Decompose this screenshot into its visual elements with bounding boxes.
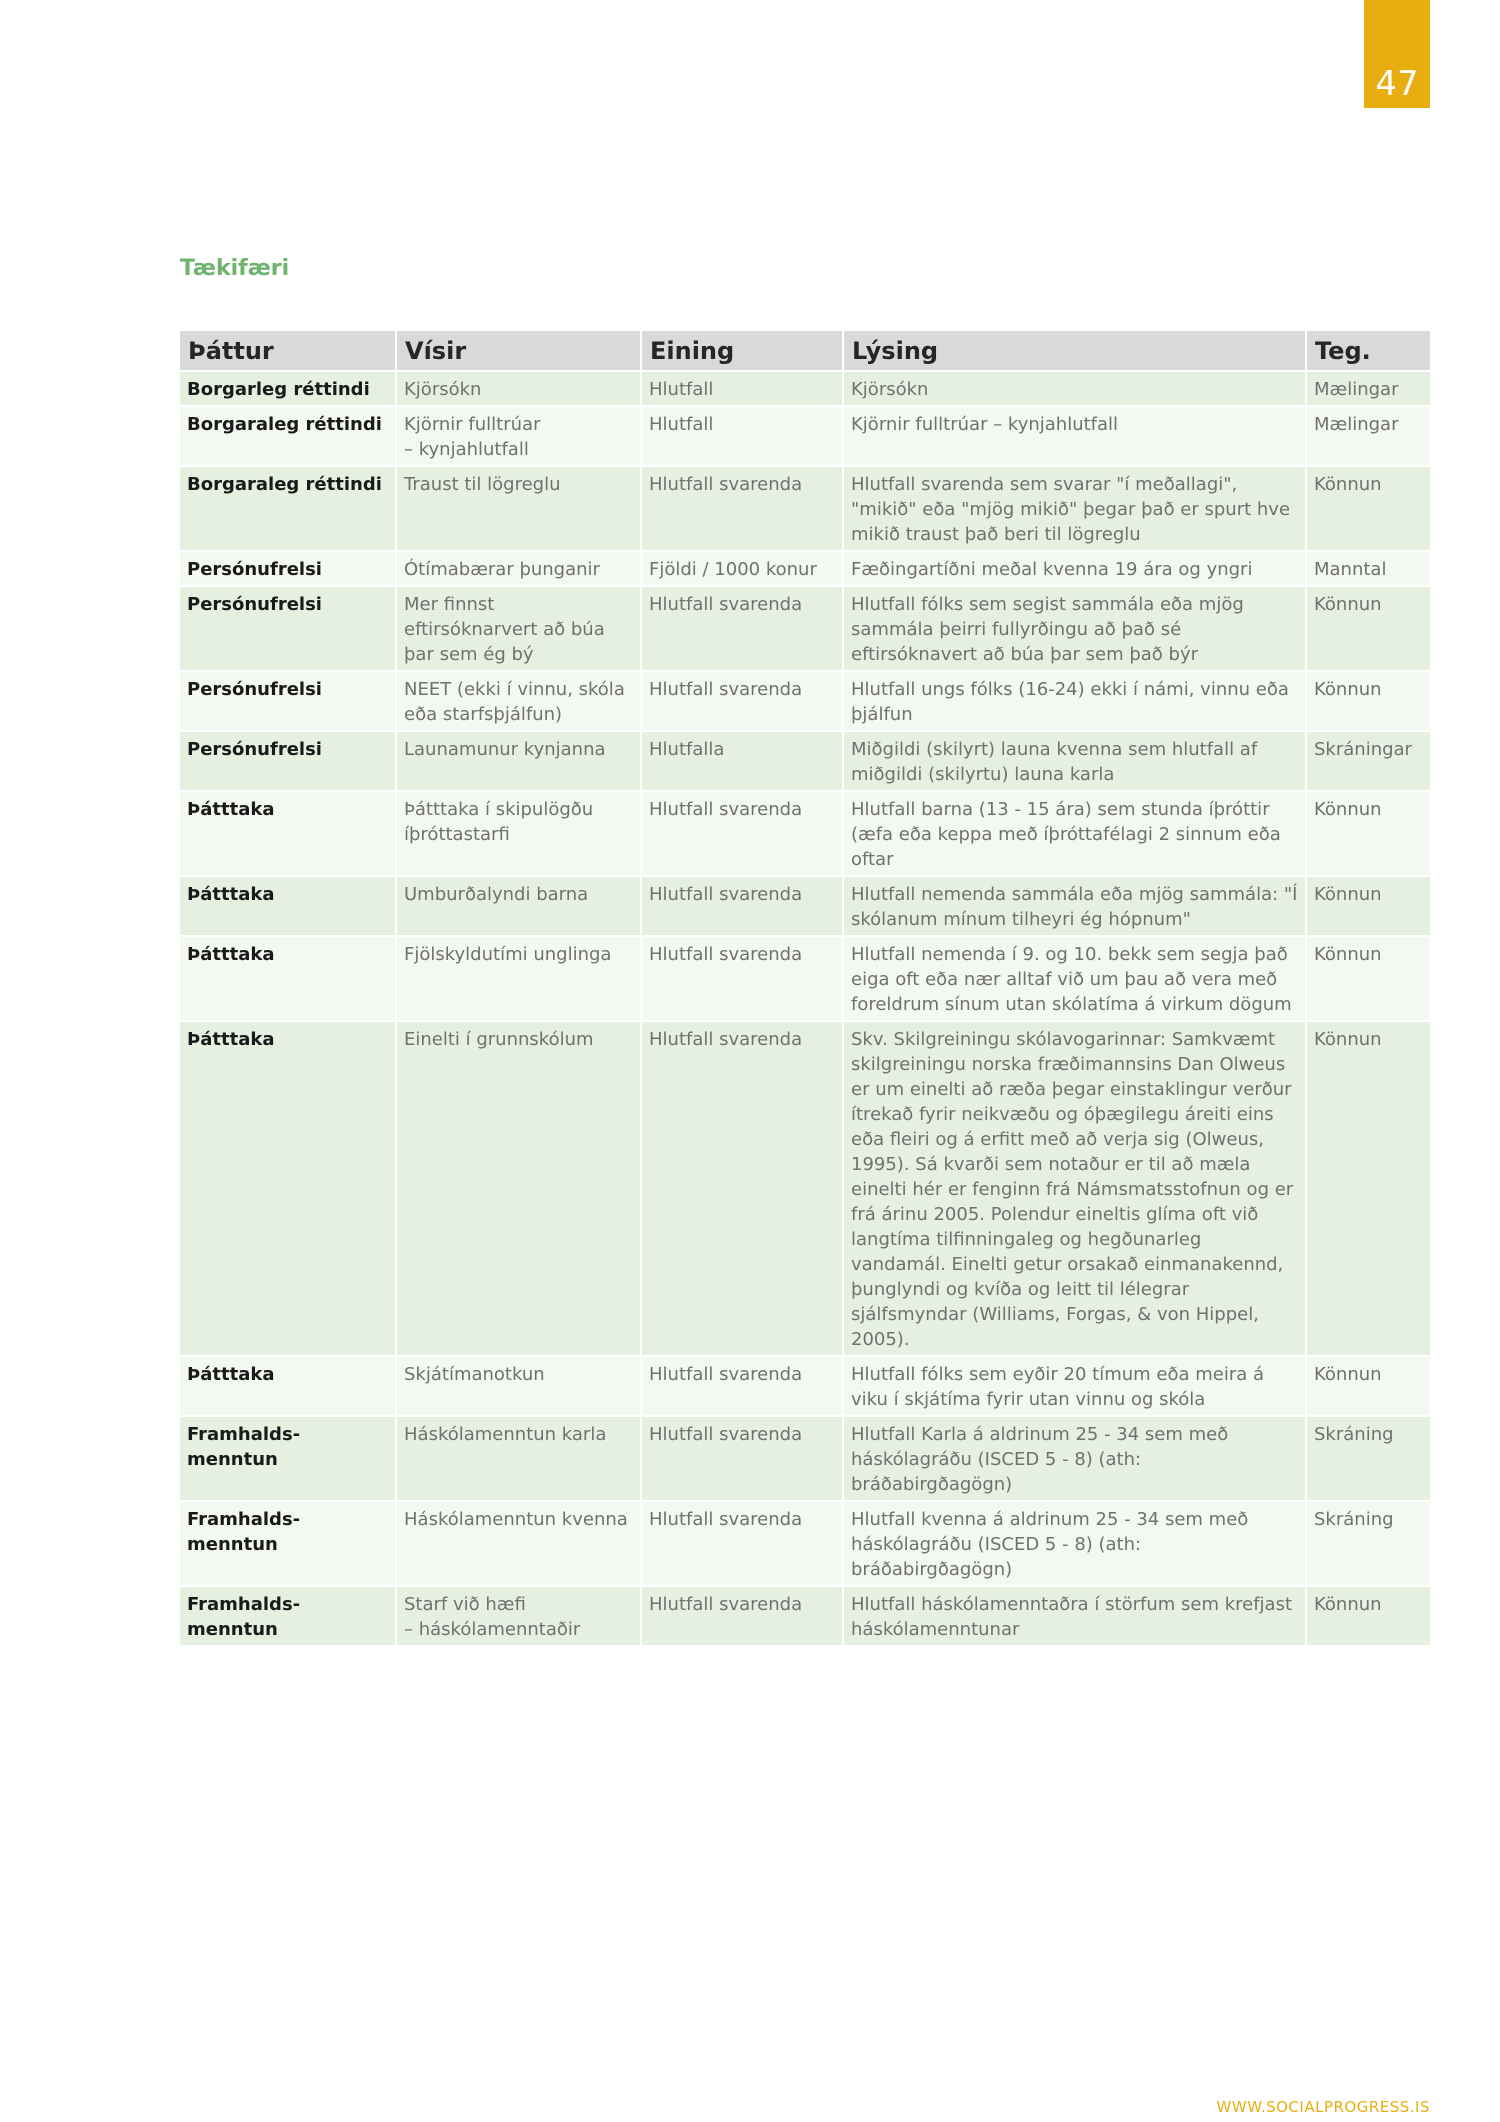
description-cell: Hlutfall Karla á aldrinum 25 - 34 sem með háskólagráðu (ISCED 5 - 8) (ath: bráðabirgðagögn) bbox=[843, 1416, 1306, 1501]
table-row bbox=[180, 791, 1430, 876]
description-cell: Hlutfall barna (13 - 15 ára) sem stunda íþróttir (æfa eða keppa með íþróttafélagi 2 sinnum eða oftar bbox=[843, 791, 1306, 876]
indicator-cell: Traust til lögreglu bbox=[396, 466, 641, 551]
indicator-cell: Ótímabærar þunganir bbox=[396, 551, 641, 586]
indicator-cell: Einelti í grunnskólum bbox=[396, 1021, 641, 1356]
description-cell: Hlutfall kvenna á aldrinum 25 - 34 sem með háskólagráðu (ISCED 5 - 8) (ath: bráðabirgðagögn) bbox=[843, 1501, 1306, 1586]
factor-cell: Þátttaka bbox=[180, 1021, 396, 1356]
description-cell: Miðgildi (skilyrt) launa kvenna sem hlutfall af miðgildi (skilyrtu) launa karla bbox=[843, 731, 1306, 791]
unit-cell: Hlutfall svarenda bbox=[641, 1501, 843, 1586]
table-row bbox=[180, 466, 1430, 551]
table-row bbox=[180, 1586, 1430, 1645]
page-number: 47 bbox=[1375, 64, 1419, 104]
unit-cell: Hlutfall svarenda bbox=[641, 586, 843, 671]
description-cell: Fæðingartíðni meðal kvenna 19 ára og yngri bbox=[843, 551, 1306, 586]
description-cell: Hlutfall fólks sem segist sammála eða mjög sammála þeirri fullyrðingu að það sé eftirsóknavert að búa þar sem það býr bbox=[843, 586, 1306, 671]
table-header-row bbox=[180, 331, 1430, 371]
indicator-cell: Umburðalyndi barna bbox=[396, 876, 641, 936]
section-title: Tækifæri bbox=[180, 256, 290, 281]
type-cell: Könnun bbox=[1306, 671, 1430, 731]
header-indicator: Vísir bbox=[396, 331, 641, 371]
unit-cell: Hlutfall svarenda bbox=[641, 1356, 843, 1416]
table-row bbox=[180, 731, 1430, 791]
table-row bbox=[180, 1501, 1430, 1586]
description-cell: Kjörsókn bbox=[843, 371, 1306, 406]
description-cell: Hlutfall svarenda sem svarar "í meðallagi", "mikið" eða "mjög mikið" þegar það er spurt hve mikið traust það beri til lögreglu bbox=[843, 466, 1306, 551]
indicator-cell: Fjölskyldutími unglinga bbox=[396, 936, 641, 1021]
footer-url: WWW.SOCIALPROGRESS.IS bbox=[1216, 2098, 1430, 2116]
header-description: Lýsing bbox=[843, 331, 1306, 371]
header-unit: Eining bbox=[641, 331, 843, 371]
unit-cell: Hlutfall svarenda bbox=[641, 1416, 843, 1501]
unit-cell: Hlutfall svarenda bbox=[641, 876, 843, 936]
unit-cell: Hlutfall svarenda bbox=[641, 671, 843, 731]
description-cell: Hlutfall nemenda sammála eða mjög sammála: "Í skólanum mínum tilheyri ég hópnum" bbox=[843, 876, 1306, 936]
factor-cell: Persónufrelsi bbox=[180, 551, 396, 586]
indicator-cell: Mer finnst eftirsóknarvert að búa þar sem ég bý bbox=[396, 586, 641, 671]
unit-cell: Hlutfall svarenda bbox=[641, 1586, 843, 1645]
indicator-cell: Háskólamenntun karla bbox=[396, 1416, 641, 1501]
indicator-cell: Skjátímanotkun bbox=[396, 1356, 641, 1416]
type-cell: Manntal bbox=[1306, 551, 1430, 586]
unit-cell: Hlutfall svarenda bbox=[641, 1021, 843, 1356]
unit-cell: Hlutfall bbox=[641, 371, 843, 406]
type-cell: Könnun bbox=[1306, 1356, 1430, 1416]
factor-cell: Borgarleg réttindi bbox=[180, 371, 396, 406]
table-row bbox=[180, 586, 1430, 671]
table-row bbox=[180, 1356, 1430, 1416]
factor-cell: Framhalds-menntun bbox=[180, 1416, 396, 1501]
table-row bbox=[180, 671, 1430, 731]
factor-cell: Framhalds-menntun bbox=[180, 1586, 396, 1645]
header-factor: Þáttur bbox=[180, 331, 396, 371]
type-cell: Mælingar bbox=[1306, 406, 1430, 466]
indicator-cell: Þátttaka í skipulögðu íþróttastarfi bbox=[396, 791, 641, 876]
unit-cell: Hlutfall svarenda bbox=[641, 791, 843, 876]
indicator-cell: Kjörnir fulltrúar – kynjahlutfall bbox=[396, 406, 641, 466]
page-number-badge bbox=[1364, 0, 1430, 108]
unit-cell: Hlutfall bbox=[641, 406, 843, 466]
unit-cell: Hlutfalla bbox=[641, 731, 843, 791]
table-row bbox=[180, 551, 1430, 586]
factor-cell: Borgaraleg réttindi bbox=[180, 406, 396, 466]
table-row bbox=[180, 1021, 1430, 1356]
factor-cell: Þátttaka bbox=[180, 1356, 396, 1416]
table-row bbox=[180, 936, 1430, 1021]
type-cell: Könnun bbox=[1306, 1586, 1430, 1645]
factor-cell: Persónufrelsi bbox=[180, 731, 396, 791]
table-row bbox=[180, 406, 1430, 466]
type-cell: Skráning bbox=[1306, 1416, 1430, 1501]
table-row bbox=[180, 876, 1430, 936]
header-type: Teg. bbox=[1306, 331, 1430, 371]
factor-cell: Borgaraleg réttindi bbox=[180, 466, 396, 551]
type-cell: Skráning bbox=[1306, 1501, 1430, 1586]
factor-cell: Þátttaka bbox=[180, 876, 396, 936]
description-cell: Skv. Skilgreiningu skólavogarinnar: Samkvæmt skilgreiningu norska fræðimannsins Dan Olweus er um einelti að ræða þegar einstaklingur verður ítrekað fyrir neikvæðu og óþægilegu áreiti eins eða fleiri og á erfitt með að verja sig (Olweus, 1995). Sá kvarði sem notaður er til að mæla einelti hér er fenginn frá Námsmatsstofnun og er frá árinu 2005. Polendur eineltis glíma oft við langtíma tilfinningaleg og hegðunarleg vandamál. Einelti getur orsakað einmanakennd, þunglyndi og kvíða og leitt til lélegrar sjálfsmyndar (Williams, Forgas, & von Hippel, 2005). bbox=[843, 1021, 1306, 1356]
indicator-cell: Starf við hæfi – háskólamenntaðir bbox=[396, 1586, 641, 1645]
factor-cell: Þátttaka bbox=[180, 791, 396, 876]
factor-cell: Persónufrelsi bbox=[180, 586, 396, 671]
indicator-cell: Kjörsókn bbox=[396, 371, 641, 406]
type-cell: Mælingar bbox=[1306, 371, 1430, 406]
type-cell: Könnun bbox=[1306, 586, 1430, 671]
unit-cell: Fjöldi / 1000 konur bbox=[641, 551, 843, 586]
factor-cell: Framhalds-menntun bbox=[180, 1501, 396, 1586]
description-cell: Kjörnir fulltrúar – kynjahlutfall bbox=[843, 406, 1306, 466]
table-body bbox=[180, 371, 1430, 1645]
description-cell: Hlutfall ungs fólks (16-24) ekki í námi, vinnu eða þjálfun bbox=[843, 671, 1306, 731]
description-cell: Hlutfall nemenda í 9. og 10. bekk sem segja það eiga oft eða nær alltaf við um þau að vera með foreldrum sínum utan skólatíma á virkum dögum bbox=[843, 936, 1306, 1021]
description-cell: Hlutfall háskólamenntaðra í störfum sem krefjast háskólamenntunar bbox=[843, 1586, 1306, 1645]
type-cell: Skráningar bbox=[1306, 731, 1430, 791]
unit-cell: Hlutfall svarenda bbox=[641, 936, 843, 1021]
description-cell: Hlutfall fólks sem eyðir 20 tímum eða meira á viku í skjátíma fyrir utan vinnu og skóla bbox=[843, 1356, 1306, 1416]
factor-cell: Persónufrelsi bbox=[180, 671, 396, 731]
unit-cell: Hlutfall svarenda bbox=[641, 466, 843, 551]
type-cell: Könnun bbox=[1306, 466, 1430, 551]
table-row bbox=[180, 371, 1430, 406]
factor-cell: Þátttaka bbox=[180, 936, 396, 1021]
table-row bbox=[180, 1416, 1430, 1501]
indicator-cell: Háskólamenntun kvenna bbox=[396, 1501, 641, 1586]
type-cell: Könnun bbox=[1306, 1021, 1430, 1356]
indicator-cell: Launamunur kynjanna bbox=[396, 731, 641, 791]
type-cell: Könnun bbox=[1306, 876, 1430, 936]
indicator-cell: NEET (ekki í vinnu, skóla eða starfsþjálfun) bbox=[396, 671, 641, 731]
type-cell: Könnun bbox=[1306, 936, 1430, 1021]
type-cell: Könnun bbox=[1306, 791, 1430, 876]
indicator-table bbox=[180, 331, 1430, 1645]
